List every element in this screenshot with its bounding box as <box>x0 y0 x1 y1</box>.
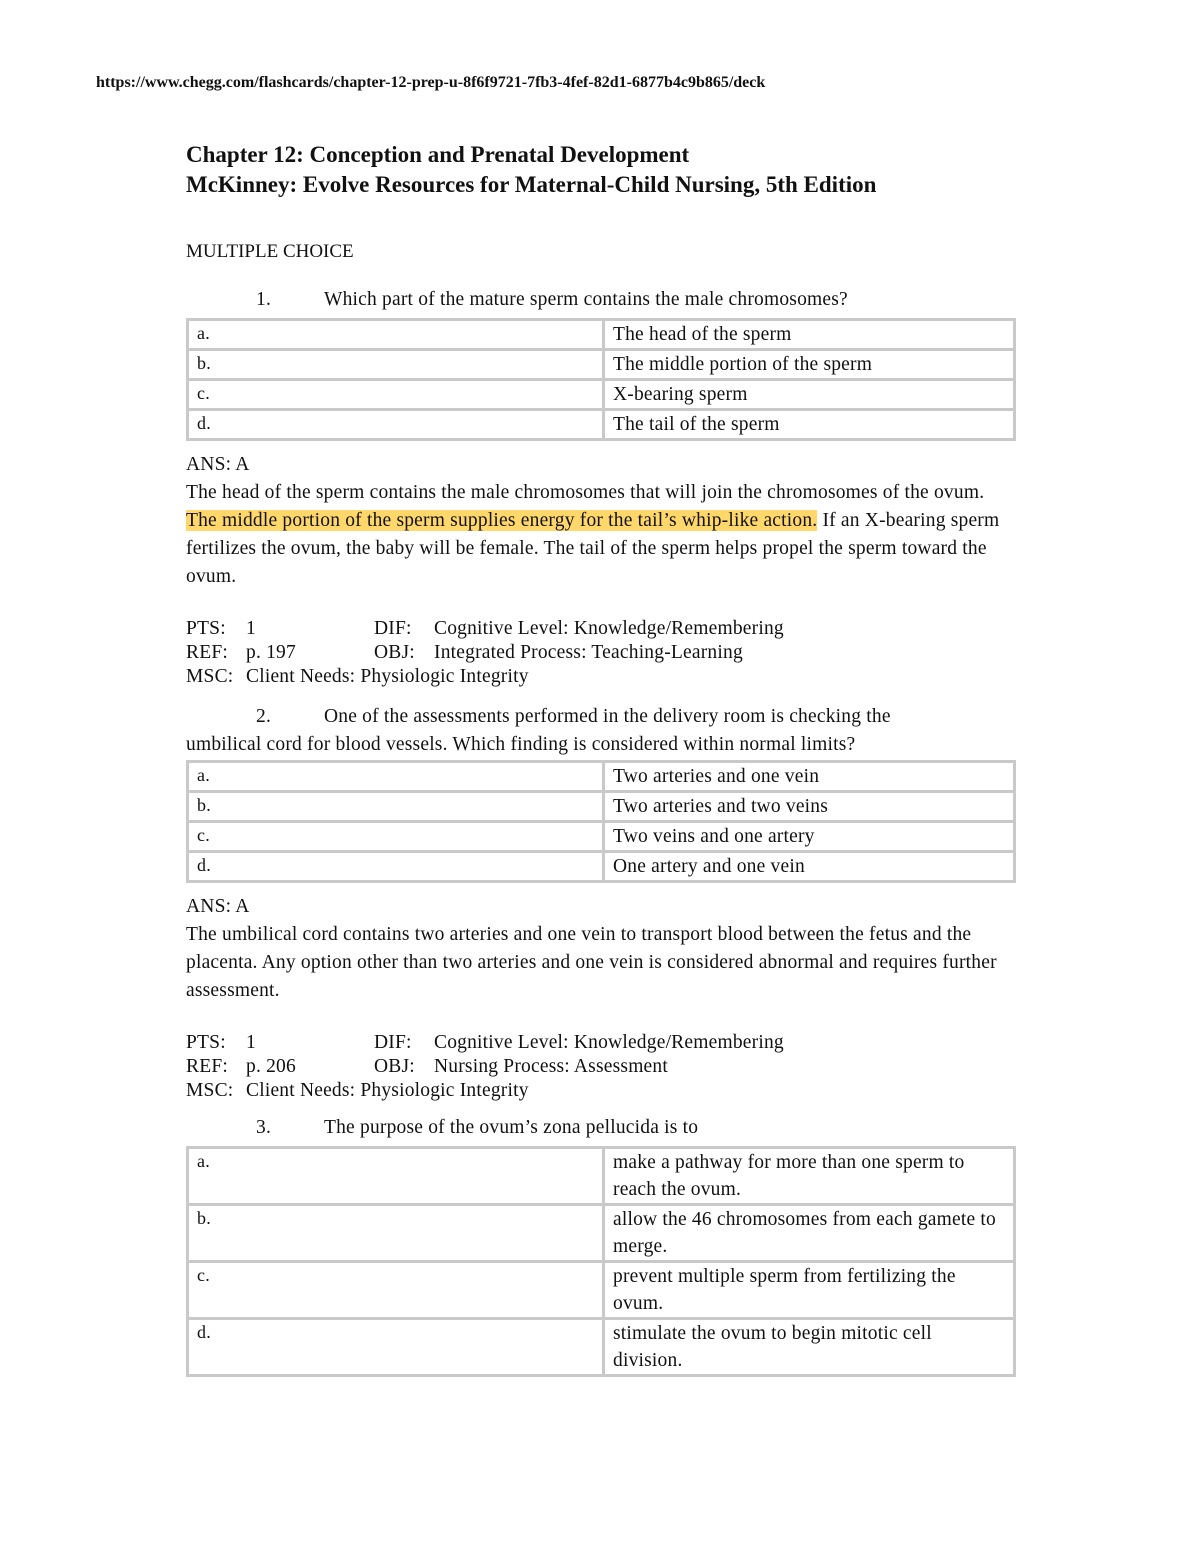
msc-value: Client Needs: Physiologic Integrity <box>246 1080 529 1101</box>
option-text: stimulate the ovum to begin mitotic cell division. <box>604 1319 1015 1376</box>
metadata-row <box>186 1079 1016 1103</box>
question-stem <box>186 1117 1016 1145</box>
option-letter: c. <box>188 380 604 410</box>
question-stem <box>186 289 1016 317</box>
question-number: 3. <box>256 1117 272 1138</box>
option-letter: b. <box>188 792 604 822</box>
question-text: One of the assessments performed in the delivery room is checking the <box>324 706 891 727</box>
book-title: McKinney: Evolve Resources for Maternal-Child Nursing, 5th Edition <box>186 172 877 197</box>
obj-label: OBJ: <box>374 1056 415 1077</box>
rationale: The umbilical cord contains two arteries and one vein to transport blood between the fetus and the placenta. Any option other than two arteries and one vein is considered abnormal and requires further assessment. <box>186 924 997 1001</box>
msc-value: Client Needs: Physiologic Integrity <box>246 666 529 687</box>
option-text: Two arteries and one vein <box>604 762 1015 792</box>
option-row <box>188 822 1015 852</box>
option-letter: a. <box>188 762 604 792</box>
answer: ANS: A <box>186 454 250 475</box>
msc-label: MSC: <box>186 1080 234 1101</box>
metadata-row <box>186 641 1016 665</box>
dif-label: DIF: <box>374 618 412 639</box>
option-letter: b. <box>188 350 604 380</box>
option-text: make a pathway for more than one sperm to reach the ovum. <box>604 1148 1015 1205</box>
question-number: 1. <box>256 289 272 310</box>
question-2 <box>186 703 1016 1103</box>
option-text: allow the 46 chromosomes from each gamete to merge. <box>604 1205 1015 1262</box>
metadata <box>186 617 1016 689</box>
options-table <box>186 318 1016 441</box>
ref-label: REF: <box>186 642 228 663</box>
option-text: The tail of the sperm <box>604 410 1015 440</box>
option-row <box>188 1148 1015 1205</box>
option-letter: d. <box>188 410 604 440</box>
metadata-row <box>186 1055 1016 1079</box>
option-text: prevent multiple sperm from fertilizing the ovum. <box>604 1262 1015 1319</box>
question-stem <box>186 703 1016 759</box>
source-url: https://www.chegg.com/flashcards/chapter-12-prep-u-8f6f9721-7fb3-4fef-82d1-6877b4c9b865/deck <box>96 74 766 91</box>
options-table <box>186 760 1016 883</box>
option-row <box>188 1319 1015 1376</box>
chapter-title: Chapter 12: Conception and Prenatal Development <box>186 142 690 167</box>
option-text: Two veins and one artery <box>604 822 1015 852</box>
metadata-row <box>186 617 1016 641</box>
option-text: X-bearing sperm <box>604 380 1015 410</box>
option-text: One artery and one vein <box>604 852 1015 882</box>
section-heading: MULTIPLE CHOICE <box>186 241 354 262</box>
option-text: Two arteries and two veins <box>604 792 1015 822</box>
question-text: umbilical cord for blood vessels. Which finding is considered within normal limits? <box>186 734 856 755</box>
dif-label: DIF: <box>374 1032 412 1053</box>
pts-label: PTS: <box>186 1032 226 1053</box>
option-row <box>188 762 1015 792</box>
obj-value: Integrated Process: Teaching-Learning <box>434 642 743 663</box>
option-letter: a. <box>188 320 604 350</box>
option-text: The middle portion of the sperm <box>604 350 1015 380</box>
question-number: 2. <box>256 706 272 727</box>
option-row <box>188 852 1015 882</box>
rationale-text: If an X-bearing sperm fertilizes the ovum, the baby will be female. The tail of the sperm helps propel the sperm toward the ovum. <box>186 510 1000 587</box>
obj-value: Nursing Process: Assessment <box>434 1056 668 1077</box>
option-letter: d. <box>188 1319 604 1376</box>
dif-value: Cognitive Level: Knowledge/Remembering <box>434 618 784 639</box>
question-1 <box>186 289 1016 689</box>
option-row <box>188 410 1015 440</box>
pts-value: 1 <box>246 1032 256 1053</box>
option-letter: b. <box>188 1205 604 1262</box>
option-row <box>188 380 1015 410</box>
option-letter: a. <box>188 1148 604 1205</box>
option-letter: c. <box>188 822 604 852</box>
option-row <box>188 792 1015 822</box>
answer: ANS: A <box>186 896 250 917</box>
option-letter: d. <box>188 852 604 882</box>
ref-label: REF: <box>186 1056 228 1077</box>
metadata-row <box>186 665 1016 689</box>
dif-value: Cognitive Level: Knowledge/Remembering <box>434 1032 784 1053</box>
msc-label: MSC: <box>186 666 234 687</box>
ref-value: p. 206 <box>246 1056 296 1077</box>
question-3 <box>186 1117 1016 1377</box>
option-text: The head of the sperm <box>604 320 1015 350</box>
rationale <box>186 479 1016 591</box>
question-text: The purpose of the ovum’s zona pellucida is to <box>324 1117 699 1138</box>
metadata <box>186 1031 1016 1103</box>
ref-value: p. 197 <box>246 642 296 663</box>
option-letter: c. <box>188 1262 604 1319</box>
highlighted-text: The middle portion of the sperm supplies energy for the tail’s whip-like action. <box>186 510 818 531</box>
option-row <box>188 320 1015 350</box>
option-row <box>188 1262 1015 1319</box>
metadata-row <box>186 1031 1016 1055</box>
rationale-text: The head of the sperm contains the male chromosomes that will join the chromosomes of the ovum. <box>186 482 985 503</box>
question-text: Which part of the mature sperm contains the male chromosomes? <box>324 289 848 310</box>
options-table <box>186 1146 1016 1377</box>
option-row <box>188 1205 1015 1262</box>
option-row <box>188 350 1015 380</box>
pts-value: 1 <box>246 618 256 639</box>
pts-label: PTS: <box>186 618 226 639</box>
obj-label: OBJ: <box>374 642 415 663</box>
